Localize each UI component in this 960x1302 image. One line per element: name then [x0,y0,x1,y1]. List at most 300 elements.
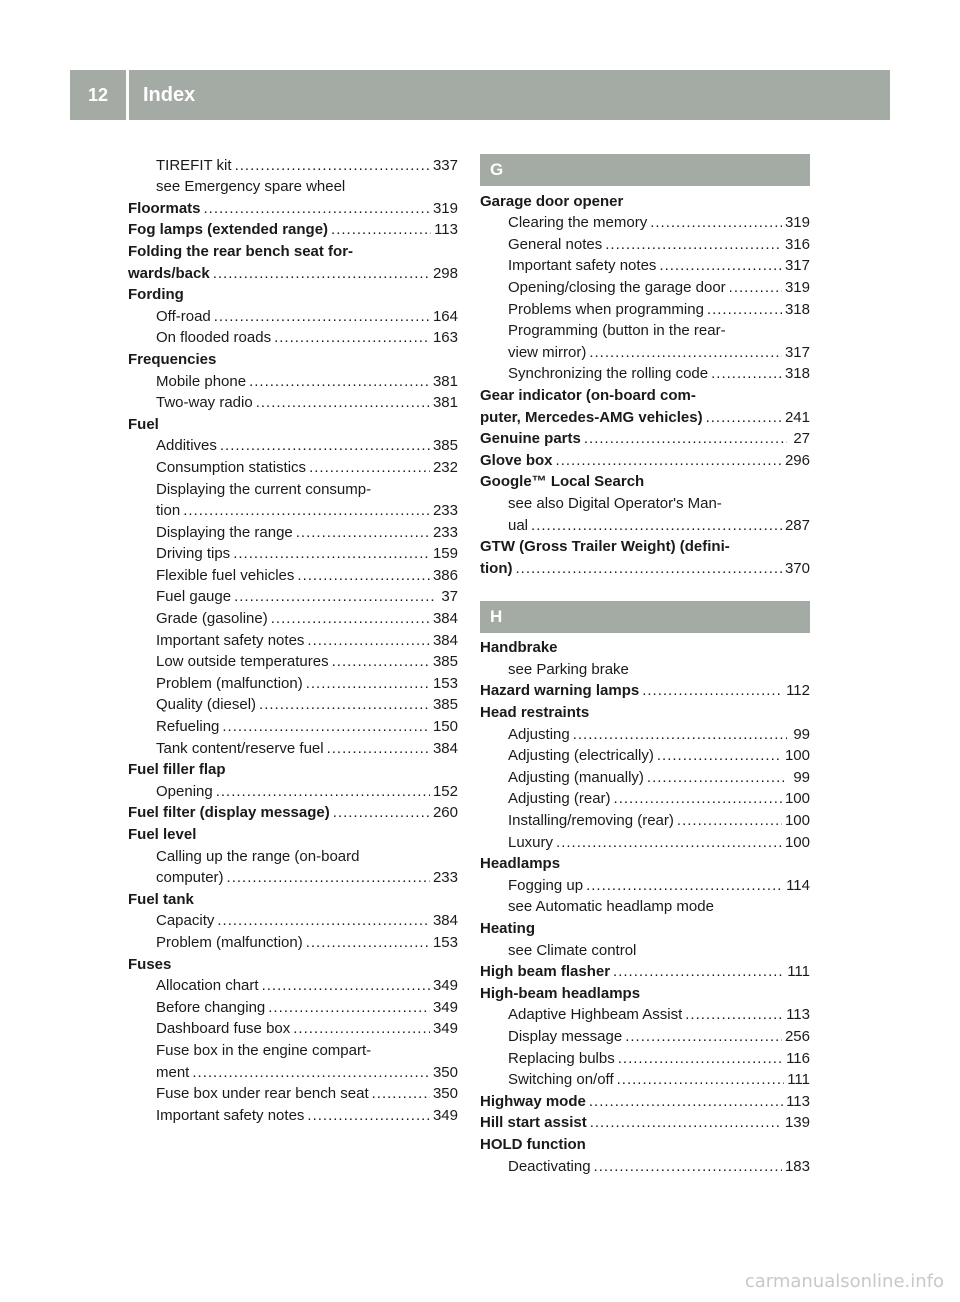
index-entry-page: 159 [432,545,458,563]
index-entry [128,1104,458,1126]
leader-dots [605,235,782,255]
index-entry [128,586,458,608]
leader-dots [268,998,430,1018]
index-entry-term: On flooded roads [156,329,272,347]
index-entry [128,500,458,522]
index-entry-term: Fuel level [128,826,197,843]
index-entry [128,996,458,1018]
index-entry-page: 111 [787,963,810,981]
leader-dots [333,803,430,823]
index-entry [480,428,810,450]
index-entry-term: tion) [480,559,513,577]
index-entry-term: Fuel tank [128,890,194,908]
leader-dots [589,343,782,363]
leader-dots [227,868,430,888]
leader-dots [306,674,430,694]
index-entry-term: Replacing bulbs [508,1049,615,1067]
index-entry [128,1061,458,1083]
index-entry-page: 100 [784,747,810,765]
index-entry-page: 350 [432,1085,458,1103]
index-entry-term: HOLD function [480,1135,586,1153]
index-entry-term: Fuel filter (display message) [128,804,330,822]
index-entry [128,543,458,565]
index-entry-page: 287 [784,516,810,534]
index-entry-term: Display message [508,1027,623,1045]
index-entry-page: 114 [786,876,810,894]
index-entry [480,939,810,961]
index-entry-term: Dashboard fuse box [156,1020,291,1038]
index-entry-page: 111 [787,1071,810,1089]
index-entry [480,874,810,896]
index-entry-page: 381 [432,394,458,412]
leader-dots [217,911,430,931]
leader-dots [249,372,430,392]
index-entry-term: High beam flasher [480,963,611,981]
index-entry-term: Important safety notes [508,257,657,275]
index-entry-page: 113 [434,221,458,239]
index-entry-term: view mirror) [508,343,587,361]
leader-dots [586,876,783,896]
index-entry-term: ment [156,1063,190,1081]
index-entry-term: wards/back [128,264,210,282]
index-entry-term: Synchronizing the rolling code [508,365,709,383]
index-entry-page: 386 [432,566,458,584]
index-entry-page: 317 [784,343,810,361]
index-entry-term: Opening [156,782,213,800]
index-entry [128,931,458,953]
index-entry-term: ual [508,516,529,534]
leader-dots [271,609,430,629]
leader-dots [213,264,430,284]
leader-dots [647,768,787,788]
index-entry [128,953,458,975]
index-entry-page: 385 [432,653,458,671]
leader-dots [729,278,782,298]
index-entry-term: Grade (gasoline) [156,610,268,628]
index-entry-term: Quality (diesel) [156,696,257,714]
index-entry-term: computer) [156,869,224,887]
index-entry-term: Fuel gauge [156,588,232,606]
index-entry-term: Installing/removing (rear) [508,812,674,830]
index-entry-term: Handbrake [480,639,558,657]
index-entry-term: Off-road [156,307,211,325]
index-entry-term: Gear indicator (on-board com- [480,386,696,404]
index-entry [480,1004,810,1026]
index-entry-page: 384 [432,631,458,649]
index-entry-term: Opening/closing the garage door [508,278,726,296]
index-entry-page: 163 [432,329,458,347]
index-entry-page: 99 [793,768,810,786]
index-entry-term: Displaying the range [156,523,293,541]
index-entry [480,1047,810,1069]
leader-dots [584,429,787,449]
index-entry-term: Important safety notes [156,1106,305,1124]
index-entry [128,737,458,759]
index-entry [480,406,810,428]
leader-dots [234,587,435,607]
leader-dots [204,199,430,219]
leader-dots [216,782,430,802]
index-entry-term: Google™ Local Search [480,473,645,491]
index-entry [128,327,458,349]
index-entry [128,564,458,586]
index-entry-page: 385 [432,696,458,714]
index-entry-term: Headlamps [480,855,561,873]
index-entry [128,197,458,219]
leader-dots [589,1092,783,1112]
index-entry-page: 153 [432,674,458,692]
index-entry [128,392,458,414]
index-entry-term: Consumption statistics [156,458,307,476]
leader-dots [573,725,787,745]
index-entry-term: Switching on/off [508,1071,614,1089]
index-entry [128,607,458,629]
index-entry [128,262,458,284]
index-entry [128,802,458,824]
leader-dots [309,458,430,478]
index-entry-term: Important safety notes [156,631,305,649]
leader-dots [614,789,782,809]
leader-dots [711,364,782,384]
leader-dots [685,1005,783,1025]
watermark: carmanualsonline.info [744,1271,944,1292]
index-entry [480,212,810,234]
index-entry-term: see Climate control [508,941,637,959]
leader-dots [556,451,782,471]
index-entry-term: Hill start assist [480,1114,587,1132]
leader-dots [220,436,430,456]
index-entry-page: 233 [432,869,458,887]
index-entry [480,1133,810,1155]
leader-dots [293,1019,430,1039]
index-entry-page: 233 [432,502,458,520]
leader-dots [625,1027,782,1047]
index-entry-page: 100 [784,790,810,808]
index-entry-term: TIREFIT kit [156,156,232,174]
index-entry-page: 164 [432,307,458,325]
index-entry-term: see Emergency spare wheel [156,178,346,196]
index-entry-term: Programming (button in the rear- [508,322,726,340]
index-entry [128,1083,458,1105]
index-entry-page: 116 [786,1049,810,1067]
index-column-right [480,154,810,1177]
index-entry [480,766,810,788]
index-entry-page: 318 [784,365,810,383]
index-entry-page: 384 [432,912,458,930]
index-entry [128,176,458,198]
leader-dots [642,681,783,701]
index-entry-page: 384 [432,610,458,628]
leader-dots [296,523,430,543]
index-entry [128,651,458,673]
leader-dots [706,408,782,428]
index-entry [128,154,458,176]
index-entry [128,370,458,392]
index-entry [128,888,458,910]
index-entry-term: Low outside temperatures [156,653,329,671]
leader-dots [617,1070,785,1090]
index-entry-term: Two-way radio [156,394,253,412]
leader-dots [657,746,782,766]
index-entry-term: Adjusting (rear) [508,790,611,808]
index-entry-term: Clearing the memory [508,214,648,232]
index-entry-term: tion [156,502,181,520]
index-entry-term: Hazard warning lamps [480,682,640,700]
index-entry-term: Highway mode [480,1092,586,1110]
index-entry [480,384,810,406]
index-entry [128,305,458,327]
index-entry-term: see Automatic headlamp mode [508,898,714,916]
index-entry-term: Capacity [156,912,215,930]
index-entry [480,788,810,810]
index-entry-page: 233 [432,523,458,541]
index-entry-term: Fuel filler flap [128,761,226,779]
index-entry-page: 232 [432,458,458,476]
index-entry-term: Before changing [156,998,266,1016]
index-entry [128,413,458,435]
index-entry [480,637,810,659]
index-entry-page: 316 [784,235,810,253]
index-entry [128,672,458,694]
index-entry-page: 100 [784,833,810,851]
index-entry [480,723,810,745]
index-entry [128,715,458,737]
page-number: 12 [70,70,129,120]
leader-dots [222,717,430,737]
index-entry-term: see Parking brake [508,660,629,678]
index-entry [128,867,458,889]
page-title: Index [143,83,196,106]
index-entry-term: General notes [508,235,603,253]
index-entry-page: 384 [432,739,458,757]
index-entry-page: 381 [432,372,458,390]
index-entry-term: Allocation chart [156,977,259,995]
leader-dots [307,631,430,651]
index-entry-page: 349 [432,1106,458,1124]
index-entry-term: Glove box [480,451,553,469]
index-entry-term: Calling up the range (on-board [156,847,360,865]
index-entry [128,348,458,370]
index-entry-page: 370 [784,559,810,577]
index-entry [480,896,810,918]
index-entry-page: 350 [432,1063,458,1081]
leader-dots [183,501,430,521]
index-entry [480,961,810,983]
section-letter-header: H [480,601,810,633]
index-entry-page: 318 [784,300,810,318]
index-entry-term: Garage door opener [480,192,624,210]
index-entry [128,219,458,241]
index-entry [128,240,458,262]
leader-dots [274,328,430,348]
leader-dots [372,1084,430,1104]
index-entry [480,982,810,1004]
index-entry-page: 150 [432,718,458,736]
index-entry [480,341,810,363]
index-entry-term: Refueling [156,718,220,736]
index-entry-page: 183 [784,1157,810,1175]
index-entry [480,1090,810,1112]
index-entry-page: 319 [784,214,810,232]
leader-dots [332,652,430,672]
index-entry-term: Problems when programming [508,300,704,318]
index-column-left [128,154,458,1126]
index-entry-term: Fogging up [508,876,584,894]
index-entry [480,363,810,385]
index-entry [128,456,458,478]
index-entry-term: Fuse box under rear bench seat [156,1085,369,1103]
page-header [70,70,890,120]
index-entry [128,759,458,781]
index-entry [480,190,810,212]
index-entry-term: Fuses [128,955,172,973]
index-entry [480,536,810,558]
leader-dots [256,393,430,413]
leader-dots [307,1106,430,1126]
index-entry-page: 317 [784,257,810,275]
index-entry [480,233,810,255]
index-entry [480,514,810,536]
index-entry-page: 152 [432,782,458,800]
index-entry [128,975,458,997]
index-entry [480,276,810,298]
leader-dots [613,962,784,982]
leader-dots [677,811,782,831]
leader-dots [556,833,782,853]
index-entry [128,845,458,867]
leader-dots [590,1113,782,1133]
index-entry [128,521,458,543]
leader-dots [331,220,431,240]
index-entry-term: Deactivating [508,1157,591,1175]
index-entry-page: 319 [784,278,810,296]
section-letter-header: G [480,154,810,186]
index-entry-term: Driving tips [156,545,231,563]
leader-dots [214,307,430,327]
index-entry [128,284,458,306]
index-entry-term: Problem (malfunction) [156,674,303,692]
index-entry [480,1112,810,1134]
index-entry-page: 112 [786,682,810,700]
leader-dots [594,1157,782,1177]
index-entry-term: Adaptive Highbeam Assist [508,1006,683,1024]
index-entry [480,255,810,277]
leader-dots [618,1049,783,1069]
leader-dots [306,933,430,953]
index-entry [128,1018,458,1040]
leader-dots [233,544,430,564]
index-entry-term: Mobile phone [156,372,247,390]
index-entry [480,745,810,767]
index-entry-term: puter, Mercedes-AMG vehicles) [480,408,703,426]
index-entry-page: 99 [793,725,810,743]
index-entry-page: 298 [432,264,458,282]
index-entry [480,809,810,831]
leader-dots [659,256,782,276]
index-entry [128,910,458,932]
index-entry [480,831,810,853]
index-entry-page: 296 [784,451,810,469]
index-entry [480,680,810,702]
index-entry [128,694,458,716]
leader-dots [650,213,782,233]
index-entry [480,853,810,875]
index-entry-page: 337 [432,156,458,174]
index-entry-page: 260 [432,804,458,822]
index-entry [480,917,810,939]
index-entry-term: Fuel [128,415,159,433]
index-entry-term: Flexible fuel vehicles [156,566,295,584]
leader-dots [262,976,430,996]
index-entry-term: see also Digital Operator's Man- [508,494,722,512]
index-entry [480,1155,810,1177]
index-entry [480,298,810,320]
index-entry-page: 113 [786,1092,810,1110]
leader-dots [327,739,430,759]
index-entry-term: Problem (malfunction) [156,933,303,951]
index-entry-term: Tank content/reserve fuel [156,739,324,757]
index-entry [480,1025,810,1047]
index-entry-page: 241 [784,408,810,426]
index-entry [480,557,810,579]
index-entry-term: Additives [156,437,217,455]
index-entry-term: Adjusting (electrically) [508,747,654,765]
index-entry-page: 139 [784,1114,810,1132]
leader-dots [531,516,782,536]
index-entry-term: Fog lamps (extended range) [128,221,329,239]
index-entry-term: High-beam headlamps [480,984,641,1002]
index-entry [128,435,458,457]
leader-dots [192,1063,430,1083]
index-entry-page: 319 [432,199,458,217]
index-entry-term: Luxury [508,833,554,851]
index-entry [480,492,810,514]
index-entry-page: 153 [432,933,458,951]
index-entry-page: 27 [793,430,810,448]
index-entry-page: 100 [784,812,810,830]
index-entry-term: Floormats [128,199,201,217]
index-entry [128,780,458,802]
index-entry [480,701,810,723]
index-entry-term: Frequencies [128,350,217,368]
index-entry-term: Folding the rear bench seat for- [128,242,354,260]
index-entry [128,478,458,500]
leader-dots [707,300,782,320]
index-entry-page: 37 [441,588,458,606]
index-entry [480,320,810,342]
index-entry-term: Adjusting (manually) [508,768,644,786]
index-entry-page: 256 [784,1027,810,1045]
index-entry-page: 349 [432,998,458,1016]
index-entry-term: Fuse box in the engine compart- [156,1041,372,1059]
index-entry [128,629,458,651]
index-entry [128,823,458,845]
index-entry-page: 349 [432,977,458,995]
index-entry [480,449,810,471]
index-entry [480,471,810,493]
index-entry-term: Fording [128,286,184,304]
index-entry-term: Head restraints [480,704,590,722]
index-entry [480,1069,810,1091]
index-entry-page: 113 [786,1006,810,1024]
leader-dots [297,566,430,586]
leader-dots [515,559,781,579]
index-entry-term: Heating [480,920,536,937]
index-entry-term: Genuine parts [480,430,581,448]
leader-dots [259,695,430,715]
index-entry-term: Adjusting [508,725,570,743]
index-entry [480,658,810,680]
